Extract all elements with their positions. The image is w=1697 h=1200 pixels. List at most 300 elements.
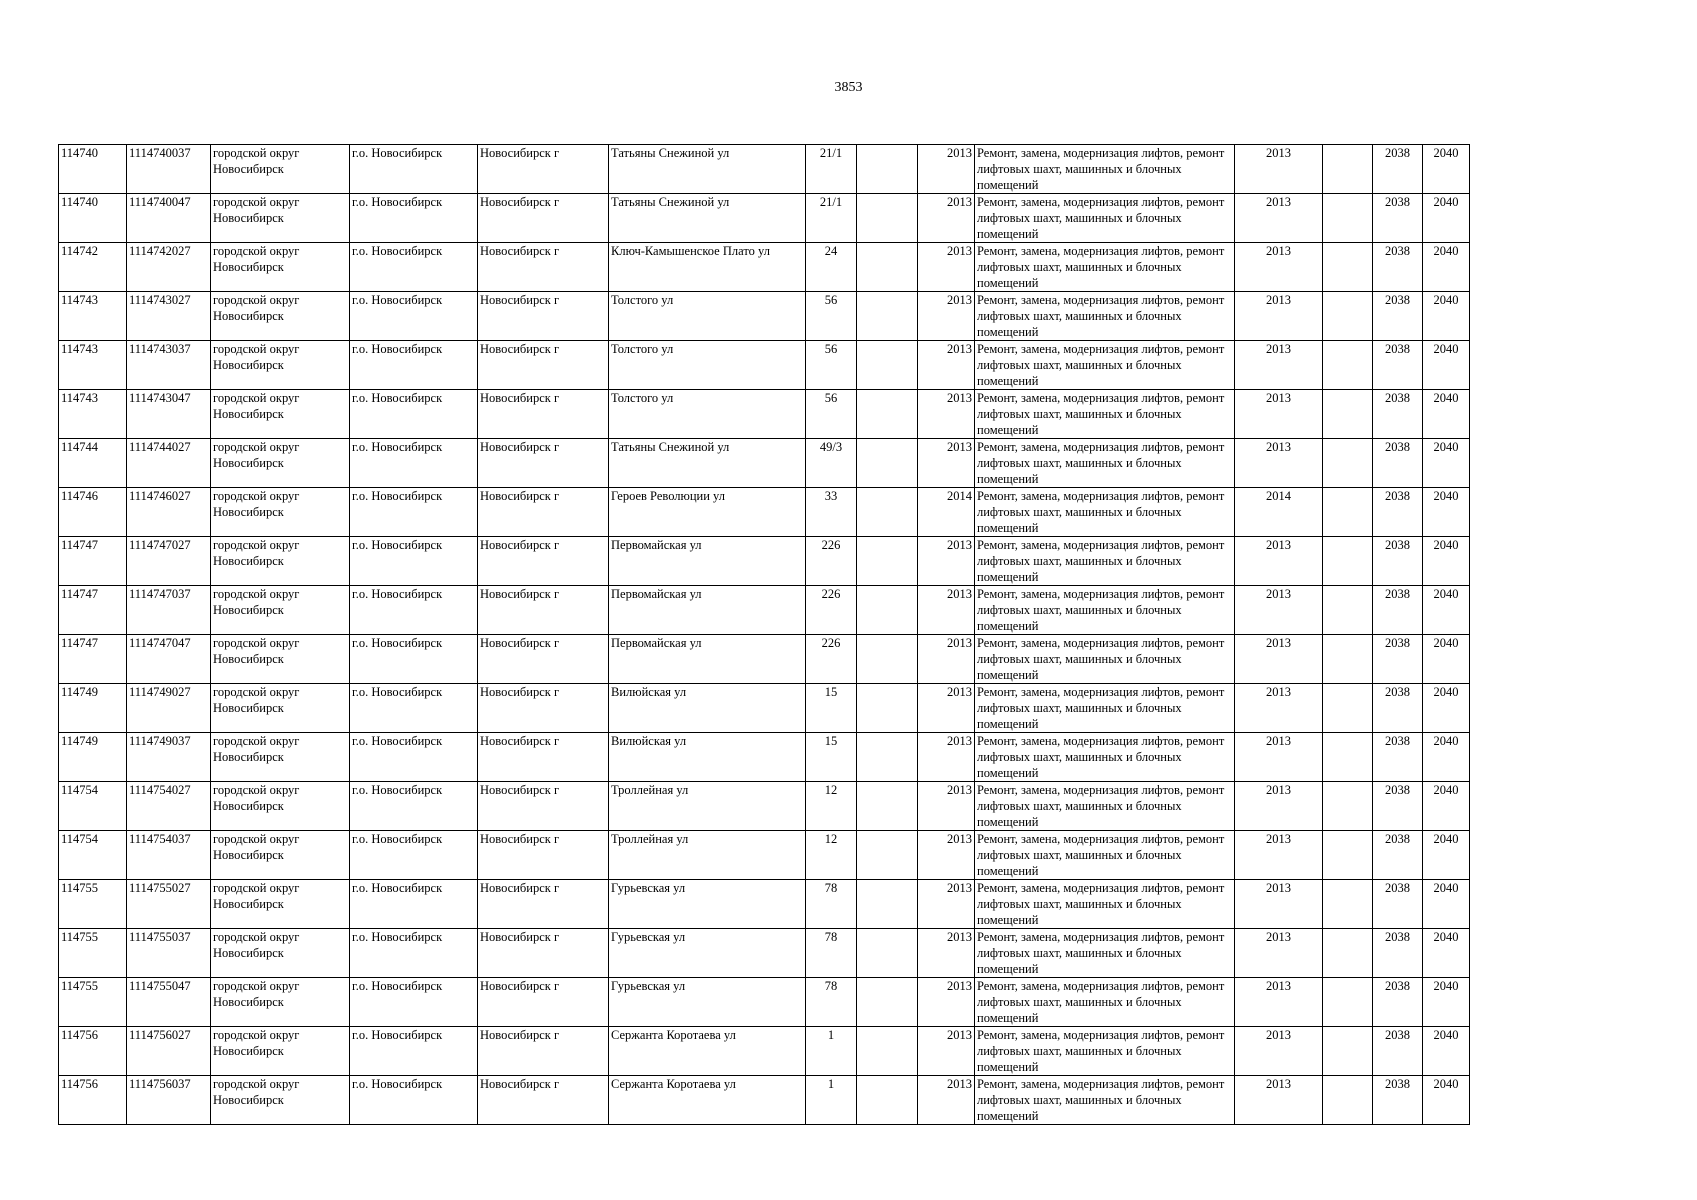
cell-house-number: 12 <box>806 782 857 831</box>
cell-period-start: 2038 <box>1373 292 1423 341</box>
cell-municipality: городской округ Новосибирск <box>211 341 350 390</box>
cell-municipality: городской округ Новосибирск <box>211 1027 350 1076</box>
cell-plan-year: 2013 <box>1235 390 1323 439</box>
cell-locality: Новосибирск г <box>478 194 609 243</box>
cell-record-id: 1114744027 <box>127 439 211 488</box>
cell-year: 2013 <box>918 733 975 782</box>
cell-empty <box>857 635 918 684</box>
cell-municipality: городской округ Новосибирск <box>211 831 350 880</box>
cell-work-type: Ремонт, замена, модернизация лифтов, ремонт лифтовых шахт, машинных и блочных помещений <box>975 194 1235 243</box>
cell-municipality: городской округ Новосибирск <box>211 243 350 292</box>
cell-plan-year: 2013 <box>1235 292 1323 341</box>
cell-period-start: 2038 <box>1373 488 1423 537</box>
cell-empty <box>857 145 918 194</box>
cell-street: Толстого ул <box>609 390 806 439</box>
cell-locality: Новосибирск г <box>478 733 609 782</box>
cell-plan-year: 2013 <box>1235 880 1323 929</box>
cell-district: г.о. Новосибирск <box>350 341 478 390</box>
cell-record-id: 1114756027 <box>127 1027 211 1076</box>
cell-period-end: 2040 <box>1423 341 1470 390</box>
cell-locality: Новосибирск г <box>478 341 609 390</box>
cell-district: г.о. Новосибирск <box>350 733 478 782</box>
cell-locality: Новосибирск г <box>478 1027 609 1076</box>
cell-year: 2013 <box>918 586 975 635</box>
cell-street: Сержанта Коротаева ул <box>609 1076 806 1125</box>
cell-street: Первомайская ул <box>609 537 806 586</box>
cell-period-end: 2040 <box>1423 243 1470 292</box>
cell-plan-year: 2013 <box>1235 831 1323 880</box>
cell-object-code: 114749 <box>59 733 127 782</box>
cell-street: Толстого ул <box>609 292 806 341</box>
cell-record-id: 1114742027 <box>127 243 211 292</box>
cell-empty <box>857 782 918 831</box>
cell-empty <box>1323 978 1373 1027</box>
cell-street: Героев Революции ул <box>609 488 806 537</box>
cell-empty <box>857 831 918 880</box>
cell-house-number: 12 <box>806 831 857 880</box>
cell-object-code: 114743 <box>59 390 127 439</box>
cell-year: 2013 <box>918 684 975 733</box>
cell-year: 2013 <box>918 194 975 243</box>
cell-municipality: городской округ Новосибирск <box>211 733 350 782</box>
table-row <box>59 194 1470 243</box>
cell-work-type: Ремонт, замена, модернизация лифтов, ремонт лифтовых шахт, машинных и блочных помещений <box>975 1027 1235 1076</box>
cell-house-number: 226 <box>806 537 857 586</box>
cell-empty <box>857 684 918 733</box>
cell-work-type: Ремонт, замена, модернизация лифтов, ремонт лифтовых шахт, машинных и блочных помещений <box>975 292 1235 341</box>
table-row <box>59 635 1470 684</box>
cell-municipality: городской округ Новосибирск <box>211 782 350 831</box>
cell-house-number: 78 <box>806 978 857 1027</box>
cell-object-code: 114742 <box>59 243 127 292</box>
cell-plan-year: 2013 <box>1235 1076 1323 1125</box>
cell-plan-year: 2013 <box>1235 194 1323 243</box>
cell-work-type: Ремонт, замена, модернизация лифтов, ремонт лифтовых шахт, машинных и блочных помещений <box>975 684 1235 733</box>
cell-house-number: 1 <box>806 1027 857 1076</box>
cell-empty <box>857 488 918 537</box>
cell-empty <box>857 194 918 243</box>
page-number: 3853 <box>834 80 863 95</box>
cell-empty <box>1323 684 1373 733</box>
cell-locality: Новосибирск г <box>478 243 609 292</box>
cell-work-type: Ремонт, замена, модернизация лифтов, ремонт лифтовых шахт, машинных и блочных помещений <box>975 390 1235 439</box>
cell-empty <box>857 978 918 1027</box>
cell-period-start: 2038 <box>1373 929 1423 978</box>
cell-work-type: Ремонт, замена, модернизация лифтов, ремонт лифтовых шахт, машинных и блочных помещений <box>975 488 1235 537</box>
cell-district: г.о. Новосибирск <box>350 390 478 439</box>
cell-year: 2013 <box>918 537 975 586</box>
cell-work-type: Ремонт, замена, модернизация лифтов, ремонт лифтовых шахт, машинных и блочных помещений <box>975 243 1235 292</box>
cell-period-end: 2040 <box>1423 929 1470 978</box>
cell-house-number: 78 <box>806 929 857 978</box>
cell-period-start: 2038 <box>1373 586 1423 635</box>
cell-object-code: 114755 <box>59 978 127 1027</box>
cell-empty <box>1323 390 1373 439</box>
cell-locality: Новосибирск г <box>478 586 609 635</box>
cell-empty <box>857 929 918 978</box>
cell-period-end: 2040 <box>1423 537 1470 586</box>
cell-locality: Новосибирск г <box>478 439 609 488</box>
cell-object-code: 114747 <box>59 635 127 684</box>
cell-work-type: Ремонт, замена, модернизация лифтов, ремонт лифтовых шахт, машинных и блочных помещений <box>975 1076 1235 1125</box>
cell-work-type: Ремонт, замена, модернизация лифтов, ремонт лифтовых шахт, машинных и блочных помещений <box>975 635 1235 684</box>
cell-object-code: 114740 <box>59 145 127 194</box>
cell-year: 2013 <box>918 880 975 929</box>
cell-municipality: городской округ Новосибирск <box>211 194 350 243</box>
cell-empty <box>857 1076 918 1125</box>
cell-period-end: 2040 <box>1423 194 1470 243</box>
cell-street: Гурьевская ул <box>609 880 806 929</box>
cell-street: Гурьевская ул <box>609 929 806 978</box>
cell-period-start: 2038 <box>1373 243 1423 292</box>
cell-period-end: 2040 <box>1423 488 1470 537</box>
cell-district: г.о. Новосибирск <box>350 1027 478 1076</box>
cell-district: г.о. Новосибирск <box>350 635 478 684</box>
cell-empty <box>1323 635 1373 684</box>
cell-object-code: 114755 <box>59 929 127 978</box>
cell-year: 2013 <box>918 929 975 978</box>
cell-plan-year: 2013 <box>1235 439 1323 488</box>
cell-period-end: 2040 <box>1423 684 1470 733</box>
cell-period-end: 2040 <box>1423 978 1470 1027</box>
cell-record-id: 1114755037 <box>127 929 211 978</box>
cell-year: 2013 <box>918 635 975 684</box>
cell-record-id: 1114754027 <box>127 782 211 831</box>
cell-work-type: Ремонт, замена, модернизация лифтов, ремонт лифтовых шахт, машинных и блочных помещений <box>975 145 1235 194</box>
cell-empty <box>1323 537 1373 586</box>
cell-year: 2013 <box>918 1027 975 1076</box>
cell-period-start: 2038 <box>1373 831 1423 880</box>
cell-house-number: 15 <box>806 733 857 782</box>
cell-locality: Новосибирск г <box>478 390 609 439</box>
cell-municipality: городской округ Новосибирск <box>211 880 350 929</box>
cell-empty <box>1323 1027 1373 1076</box>
cell-empty <box>857 243 918 292</box>
cell-street: Вилюйская ул <box>609 684 806 733</box>
cell-empty <box>857 292 918 341</box>
table-row <box>59 880 1470 929</box>
cell-period-end: 2040 <box>1423 145 1470 194</box>
cell-empty <box>857 1027 918 1076</box>
cell-house-number: 21/1 <box>806 194 857 243</box>
cell-period-end: 2040 <box>1423 880 1470 929</box>
cell-work-type: Ремонт, замена, модернизация лифтов, ремонт лифтовых шахт, машинных и блочных помещений <box>975 733 1235 782</box>
cell-house-number: 226 <box>806 586 857 635</box>
cell-work-type: Ремонт, замена, модернизация лифтов, ремонт лифтовых шахт, машинных и блочных помещений <box>975 782 1235 831</box>
cell-locality: Новосибирск г <box>478 145 609 194</box>
cell-period-end: 2040 <box>1423 439 1470 488</box>
cell-year: 2013 <box>918 831 975 880</box>
table-row <box>59 488 1470 537</box>
cell-period-start: 2038 <box>1373 782 1423 831</box>
table-row <box>59 341 1470 390</box>
cell-empty <box>1323 831 1373 880</box>
cell-period-end: 2040 <box>1423 1076 1470 1125</box>
cell-plan-year: 2013 <box>1235 1027 1323 1076</box>
cell-year: 2014 <box>918 488 975 537</box>
cell-period-start: 2038 <box>1373 978 1423 1027</box>
cell-plan-year: 2014 <box>1235 488 1323 537</box>
cell-empty <box>1323 145 1373 194</box>
cell-object-code: 114740 <box>59 194 127 243</box>
cell-district: г.о. Новосибирск <box>350 488 478 537</box>
cell-municipality: городской округ Новосибирск <box>211 635 350 684</box>
cell-district: г.о. Новосибирск <box>350 1076 478 1125</box>
cell-plan-year: 2013 <box>1235 243 1323 292</box>
cell-record-id: 1114747027 <box>127 537 211 586</box>
cell-period-end: 2040 <box>1423 635 1470 684</box>
cell-year: 2013 <box>918 341 975 390</box>
cell-house-number: 33 <box>806 488 857 537</box>
cell-district: г.о. Новосибирск <box>350 439 478 488</box>
cell-record-id: 1114749027 <box>127 684 211 733</box>
cell-period-start: 2038 <box>1373 194 1423 243</box>
cell-municipality: городской округ Новосибирск <box>211 537 350 586</box>
cell-district: г.о. Новосибирск <box>350 292 478 341</box>
cell-municipality: городской округ Новосибирск <box>211 929 350 978</box>
cell-municipality: городской округ Новосибирск <box>211 145 350 194</box>
cell-period-end: 2040 <box>1423 831 1470 880</box>
cell-record-id: 1114740047 <box>127 194 211 243</box>
table-row <box>59 684 1470 733</box>
cell-record-id: 1114749037 <box>127 733 211 782</box>
cell-year: 2013 <box>918 292 975 341</box>
cell-district: г.о. Новосибирск <box>350 586 478 635</box>
table-row <box>59 586 1470 635</box>
cell-record-id: 1114746027 <box>127 488 211 537</box>
cell-district: г.о. Новосибирск <box>350 929 478 978</box>
cell-plan-year: 2013 <box>1235 586 1323 635</box>
cell-house-number: 78 <box>806 880 857 929</box>
table-row <box>59 978 1470 1027</box>
cell-locality: Новосибирск г <box>478 929 609 978</box>
cell-house-number: 226 <box>806 635 857 684</box>
cell-district: г.о. Новосибирск <box>350 537 478 586</box>
cell-object-code: 114756 <box>59 1076 127 1125</box>
cell-empty <box>1323 586 1373 635</box>
cell-district: г.о. Новосибирск <box>350 978 478 1027</box>
cell-object-code: 114744 <box>59 439 127 488</box>
cell-object-code: 114743 <box>59 292 127 341</box>
cell-period-start: 2038 <box>1373 1027 1423 1076</box>
cell-municipality: городской округ Новосибирск <box>211 586 350 635</box>
cell-plan-year: 2013 <box>1235 145 1323 194</box>
cell-empty <box>857 880 918 929</box>
cell-record-id: 1114740037 <box>127 145 211 194</box>
cell-street: Ключ-Камышенское Плато ул <box>609 243 806 292</box>
cell-locality: Новосибирск г <box>478 880 609 929</box>
cell-period-end: 2040 <box>1423 782 1470 831</box>
cell-record-id: 1114747037 <box>127 586 211 635</box>
cell-district: г.о. Новосибирск <box>350 194 478 243</box>
cell-empty <box>1323 194 1373 243</box>
cell-object-code: 114743 <box>59 341 127 390</box>
table-row <box>59 292 1470 341</box>
registry-body <box>59 145 1470 1125</box>
cell-empty <box>857 439 918 488</box>
cell-municipality: городской округ Новосибирск <box>211 390 350 439</box>
cell-year: 2013 <box>918 243 975 292</box>
cell-empty <box>1323 929 1373 978</box>
cell-house-number: 15 <box>806 684 857 733</box>
cell-street: Татьяны Снежиной ул <box>609 145 806 194</box>
cell-empty <box>1323 243 1373 292</box>
table-row <box>59 1027 1470 1076</box>
cell-street: Троллейная ул <box>609 782 806 831</box>
table-row <box>59 733 1470 782</box>
cell-record-id: 1114755027 <box>127 880 211 929</box>
cell-locality: Новосибирск г <box>478 292 609 341</box>
cell-work-type: Ремонт, замена, модернизация лифтов, ремонт лифтовых шахт, машинных и блочных помещений <box>975 831 1235 880</box>
cell-period-end: 2040 <box>1423 586 1470 635</box>
cell-street: Толстого ул <box>609 341 806 390</box>
cell-house-number: 21/1 <box>806 145 857 194</box>
cell-object-code: 114755 <box>59 880 127 929</box>
cell-house-number: 49/3 <box>806 439 857 488</box>
cell-street: Вилюйская ул <box>609 733 806 782</box>
table-row <box>59 782 1470 831</box>
cell-period-end: 2040 <box>1423 733 1470 782</box>
cell-object-code: 114746 <box>59 488 127 537</box>
cell-work-type: Ремонт, замена, модернизация лифтов, ремонт лифтовых шахт, машинных и блочных помещений <box>975 978 1235 1027</box>
cell-empty <box>857 586 918 635</box>
table-row <box>59 145 1470 194</box>
cell-year: 2013 <box>918 390 975 439</box>
cell-municipality: городской округ Новосибирск <box>211 1076 350 1125</box>
cell-period-start: 2038 <box>1373 390 1423 439</box>
cell-object-code: 114747 <box>59 586 127 635</box>
cell-municipality: городской округ Новосибирск <box>211 488 350 537</box>
cell-plan-year: 2013 <box>1235 978 1323 1027</box>
cell-period-end: 2040 <box>1423 390 1470 439</box>
cell-municipality: городской округ Новосибирск <box>211 292 350 341</box>
cell-district: г.о. Новосибирск <box>350 831 478 880</box>
cell-work-type: Ремонт, замена, модернизация лифтов, ремонт лифтовых шахт, машинных и блочных помещений <box>975 341 1235 390</box>
cell-district: г.о. Новосибирск <box>350 782 478 831</box>
cell-locality: Новосибирск г <box>478 488 609 537</box>
cell-street: Татьяны Снежиной ул <box>609 194 806 243</box>
cell-empty <box>857 733 918 782</box>
cell-record-id: 1114747047 <box>127 635 211 684</box>
cell-house-number: 1 <box>806 1076 857 1125</box>
cell-empty <box>1323 439 1373 488</box>
cell-plan-year: 2013 <box>1235 684 1323 733</box>
cell-plan-year: 2013 <box>1235 929 1323 978</box>
cell-district: г.о. Новосибирск <box>350 684 478 733</box>
cell-work-type: Ремонт, замена, модернизация лифтов, ремонт лифтовых шахт, машинных и блочных помещений <box>975 880 1235 929</box>
cell-locality: Новосибирск г <box>478 537 609 586</box>
cell-empty <box>1323 733 1373 782</box>
cell-street: Татьяны Снежиной ул <box>609 439 806 488</box>
cell-locality: Новосибирск г <box>478 782 609 831</box>
cell-empty <box>1323 880 1373 929</box>
cell-locality: Новосибирск г <box>478 635 609 684</box>
table-row <box>59 243 1470 292</box>
cell-municipality: городской округ Новосибирск <box>211 684 350 733</box>
cell-work-type: Ремонт, замена, модернизация лифтов, ремонт лифтовых шахт, машинных и блочных помещений <box>975 586 1235 635</box>
cell-municipality: городской округ Новосибирск <box>211 978 350 1027</box>
cell-street: Первомайская ул <box>609 635 806 684</box>
registry-table <box>58 144 1470 1125</box>
table-row <box>59 390 1470 439</box>
cell-period-start: 2038 <box>1373 537 1423 586</box>
cell-record-id: 1114756037 <box>127 1076 211 1125</box>
cell-plan-year: 2013 <box>1235 782 1323 831</box>
cell-street: Первомайская ул <box>609 586 806 635</box>
cell-district: г.о. Новосибирск <box>350 145 478 194</box>
cell-period-start: 2038 <box>1373 635 1423 684</box>
cell-object-code: 114747 <box>59 537 127 586</box>
cell-record-id: 1114754037 <box>127 831 211 880</box>
cell-street: Троллейная ул <box>609 831 806 880</box>
cell-empty <box>857 537 918 586</box>
table-row <box>59 537 1470 586</box>
table-row <box>59 1076 1470 1125</box>
cell-period-start: 2038 <box>1373 341 1423 390</box>
cell-period-start: 2038 <box>1373 733 1423 782</box>
cell-plan-year: 2013 <box>1235 341 1323 390</box>
table-row <box>59 439 1470 488</box>
cell-object-code: 114756 <box>59 1027 127 1076</box>
cell-period-end: 2040 <box>1423 292 1470 341</box>
cell-year: 2013 <box>918 439 975 488</box>
cell-empty <box>1323 782 1373 831</box>
cell-record-id: 1114743027 <box>127 292 211 341</box>
cell-empty <box>1323 292 1373 341</box>
cell-plan-year: 2013 <box>1235 635 1323 684</box>
cell-year: 2013 <box>918 782 975 831</box>
cell-locality: Новосибирск г <box>478 978 609 1027</box>
cell-plan-year: 2013 <box>1235 537 1323 586</box>
cell-record-id: 1114743037 <box>127 341 211 390</box>
cell-locality: Новосибирск г <box>478 684 609 733</box>
cell-plan-year: 2013 <box>1235 733 1323 782</box>
cell-work-type: Ремонт, замена, модернизация лифтов, ремонт лифтовых шахт, машинных и блочных помещений <box>975 537 1235 586</box>
cell-house-number: 56 <box>806 341 857 390</box>
cell-house-number: 24 <box>806 243 857 292</box>
cell-empty <box>857 341 918 390</box>
cell-object-code: 114754 <box>59 831 127 880</box>
cell-year: 2013 <box>918 145 975 194</box>
cell-locality: Новосибирск г <box>478 831 609 880</box>
cell-object-code: 114754 <box>59 782 127 831</box>
table-row <box>59 929 1470 978</box>
cell-object-code: 114749 <box>59 684 127 733</box>
cell-house-number: 56 <box>806 292 857 341</box>
cell-period-start: 2038 <box>1373 880 1423 929</box>
cell-locality: Новосибирск г <box>478 1076 609 1125</box>
cell-period-start: 2038 <box>1373 1076 1423 1125</box>
cell-period-start: 2038 <box>1373 439 1423 488</box>
cell-year: 2013 <box>918 978 975 1027</box>
cell-year: 2013 <box>918 1076 975 1125</box>
cell-period-start: 2038 <box>1373 684 1423 733</box>
cell-record-id: 1114743047 <box>127 390 211 439</box>
table-row <box>59 831 1470 880</box>
cell-empty <box>1323 488 1373 537</box>
cell-work-type: Ремонт, замена, модернизация лифтов, ремонт лифтовых шахт, машинных и блочных помещений <box>975 929 1235 978</box>
cell-work-type: Ремонт, замена, модернизация лифтов, ремонт лифтовых шахт, машинных и блочных помещений <box>975 439 1235 488</box>
cell-record-id: 1114755047 <box>127 978 211 1027</box>
cell-district: г.о. Новосибирск <box>350 243 478 292</box>
cell-empty <box>857 390 918 439</box>
cell-district: г.о. Новосибирск <box>350 880 478 929</box>
cell-period-start: 2038 <box>1373 145 1423 194</box>
cell-street: Сержанта Коротаева ул <box>609 1027 806 1076</box>
cell-period-end: 2040 <box>1423 1027 1470 1076</box>
cell-house-number: 56 <box>806 390 857 439</box>
cell-empty <box>1323 1076 1373 1125</box>
